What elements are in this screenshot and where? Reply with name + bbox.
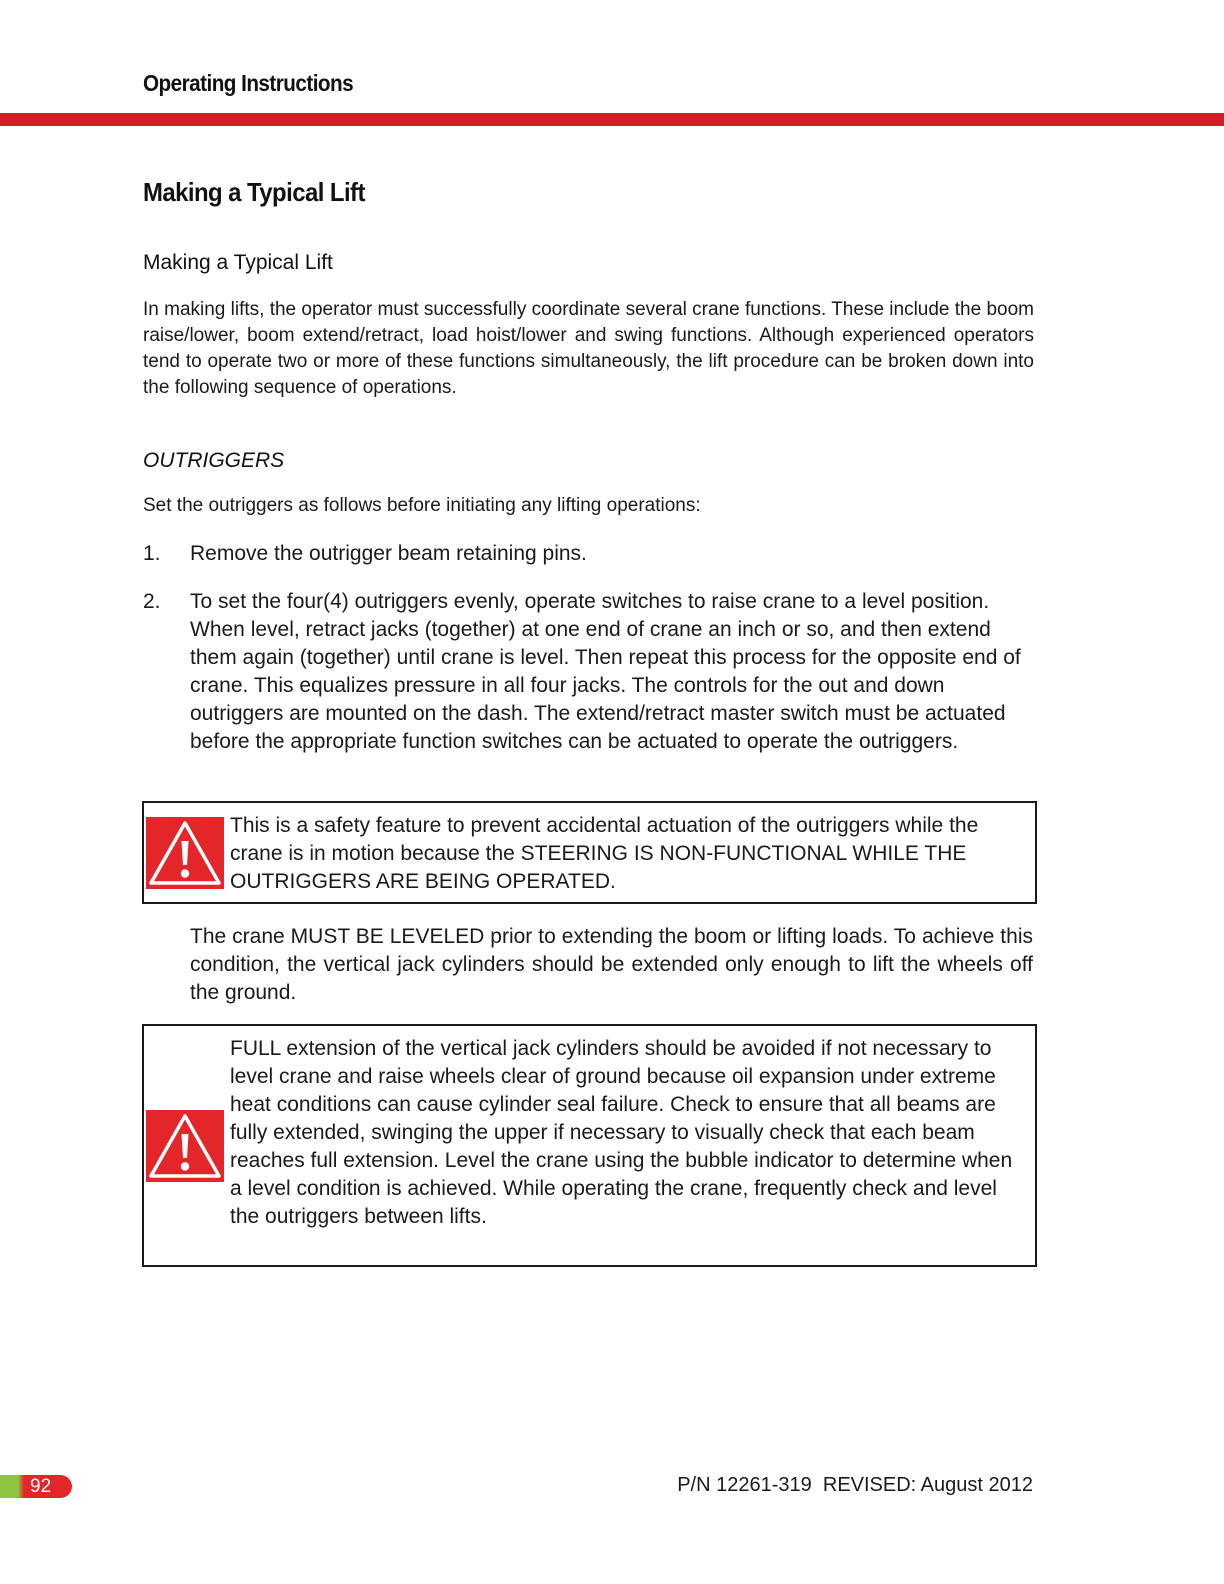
warning-triangle-icon	[146, 817, 224, 889]
section-subtitle: Making a Typical Lift	[143, 251, 333, 274]
warning-triangle-icon	[146, 1110, 224, 1182]
page-number: 92	[30, 1476, 52, 1497]
warning-box-jack-extension	[142, 1024, 1037, 1267]
warning-box-steering	[142, 801, 1037, 904]
footer-part-info: P/N 12261-319 REVISED: August 2012	[677, 1474, 1033, 1496]
page-header-title: Operating Instructions	[143, 70, 354, 96]
list-item-number: 1.	[143, 542, 161, 565]
warning-text: FULL extension of the vertical jack cylinders should be avoided if not necessary to level crane and raise wheels clear of ground because oil expansion under extreme heat conditions can cause cylinder seal failure. Check to ensure that all beams are fully extended, swinging the upper if necessary to visually check that each beam reaches full extension. Level the crane using the bubble indicator to determine when a level condition is achieved. While operating the crane, frequently check and level the outriggers between lifts.	[230, 1037, 1013, 1228]
header-divider-bar	[0, 113, 1224, 126]
section-title: Making a Typical Lift	[143, 177, 365, 207]
list-item	[143, 540, 1034, 568]
list-item	[143, 588, 1034, 756]
list-item-text: To set the four(4) outriggers evenly, operate switches to raise crane to a level position. When level, retract jacks (together) at one end of crane an inch or so, and then extend them again (together) until crane is level. Then repeat this process for the opposite end of crane. This equalizes pressure in all four jacks. The controls for the out and down outriggers are mounted on the dash. The extend/retract master switch must be actuated before the appropriate function switches can be actuated to operate the outriggers.	[190, 590, 1021, 753]
leveled-paragraph: The crane MUST BE LEVELED prior to extending the boom or lifting loads. To achieve this condition, the vertical jack cylinders should be extended only enough to lift the wheels off the ground.	[190, 925, 1033, 1004]
warning-text: This is a safety feature to prevent accidental actuation of the outriggers while the crane is in motion because the STEERING IS NON-FUNCTIONAL WHILE THE OUTRIGGERS ARE BEING OPERATED.	[230, 814, 979, 893]
outriggers-intro: Set the outriggers as follows before initiating any lifting operations:	[143, 495, 701, 516]
intro-paragraph: In making lifts, the operator must successfully coordinate several crane functions. These include the boom raise/lower, boom extend/retract, load hoist/lower and swing functions. Although experienced operators tend to operate two or more of these functions simultaneously, the lift procedure can be broken down into the following sequence of operations.	[143, 299, 1034, 398]
outriggers-heading: OUTRIGGERS	[143, 449, 285, 472]
list-item-text: Remove the outrigger beam retaining pins.	[190, 542, 587, 565]
list-item-number: 2.	[143, 590, 161, 613]
